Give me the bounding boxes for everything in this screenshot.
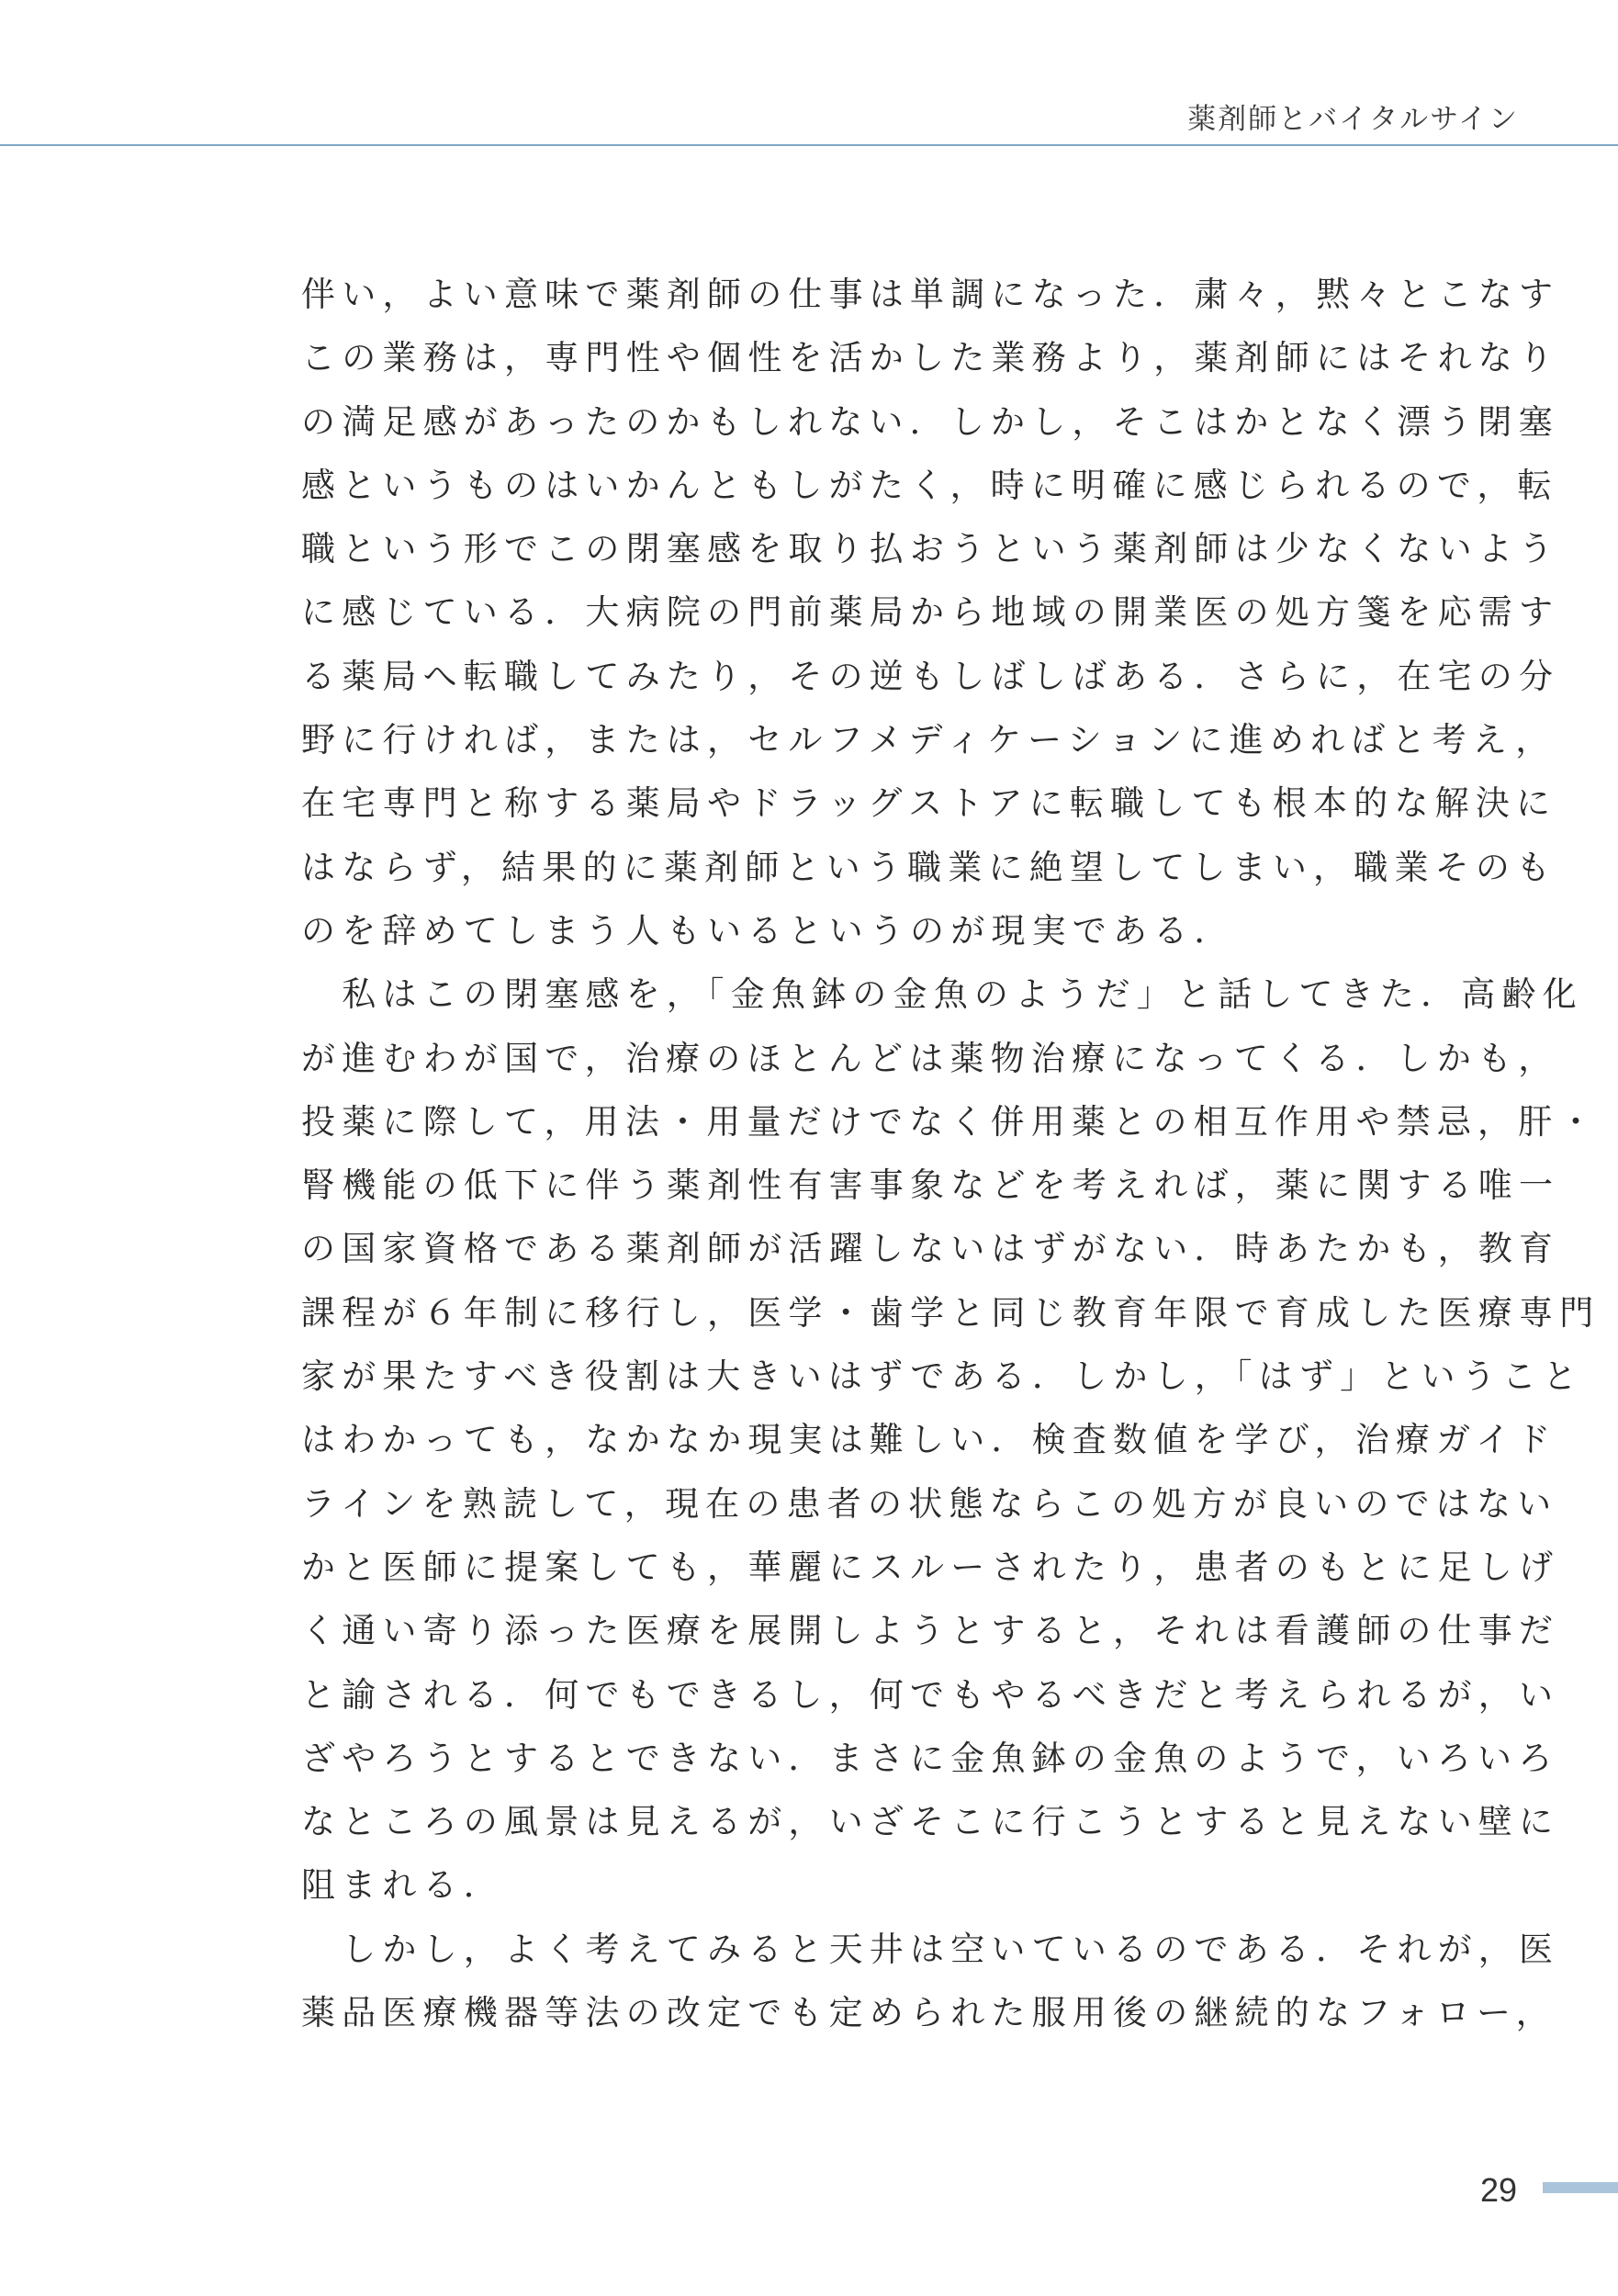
text-line: 投薬に際して，用法・用量だけでなく併用薬との相互作用や禁忌，肝・ (301, 1101, 1600, 1142)
text-line: のを辞めてしまう人もいるというのが現実である． (301, 910, 1235, 951)
text-line: この業務は，専門性や個性を活かした業務より，薬剤師にはそれなり (301, 338, 1560, 378)
text-line: 野に行ければ，または，セルフメディケーションに進めればと考え， (301, 720, 1556, 760)
text-line: に感じている．大病院の門前薬局から地域の開業医の処方箋を応需す (301, 592, 1560, 633)
text-line: はわかっても，なかなか現実は難しい．検査数値を学び，治療ガイド (301, 1420, 1557, 1460)
text-line: 腎機能の低下に伴う薬剤性有害事象などを考えれば，薬に関する唯一 (301, 1165, 1560, 1206)
text-line: 家が果たすべき役割は大きいはずである．しかし，「はず」ということ (301, 1356, 1584, 1397)
text-line: はならず，結果的に薬剤師という職業に絶望してしまい，職業そのも (301, 847, 1557, 887)
text-line: く通い寄り添った医療を展開しようとすると，それは看護師の仕事だ (301, 1611, 1560, 1651)
text-line: 感というものはいかんともしがたく，時に明確に感じられるので，転 (301, 465, 1558, 505)
text-line: ラインを熟読して，現在の患者の状態ならこの処方が良いのではない (301, 1483, 1558, 1524)
text-line: が進むわが国で，治療のほとんどは薬物治療になってくる．しかも， (301, 1038, 1559, 1078)
text-line: 阻まれる． (301, 1865, 504, 1906)
text-line: 伴い，よい意味で薬剤師の仕事は単調になった．粛々，黙々とこなす (301, 275, 1560, 314)
body-text (301, 263, 1601, 2044)
text-line: 課程が６年制に移行し，医学・歯学と同じ教育年限で育成した医療専門 (301, 1292, 1601, 1333)
running-header-title: 薬剤師とバイタルサイン (1187, 103, 1519, 136)
text-line: 職という形でこの閉塞感を取り払おうという薬剤師は少なくないよう (301, 529, 1560, 569)
text-line: る薬局へ転職してみたり，その逆もしばしばある．さらに，在宅の分 (301, 656, 1560, 696)
text-line: しかし，よく考えてみると天井は空いているのである．それが，医 (301, 1929, 1560, 1969)
text-line: 在宅専門と称する薬局やドラッグストアに転職しても根本的な解決に (301, 783, 1557, 824)
text-line: ざやろうとするとできない．まさに金魚鉢の金魚のようで，いろいろ (301, 1738, 1559, 1778)
text-line: の満足感があったのかもしれない．しかし，そこはかとなく漂う閉塞 (301, 401, 1559, 442)
text-line: と諭される．何でもできるし，何でもやるべきだと考えられるが，い (301, 1674, 1560, 1715)
text-line: の国家資格である薬剤師が活躍しないはずがない．時あたかも，教育 (301, 1229, 1560, 1269)
page-number: 29 (1480, 2171, 1518, 2209)
header-divider (0, 144, 1618, 146)
text-line: 薬品医療機器等法の改定でも定められた服用後の継続的なフォロー， (301, 1993, 1556, 2033)
text-line: かと医師に提案しても，華麗にスルーされたり，患者のもとに足しげ (301, 1547, 1560, 1587)
page-number-accent-bar (1543, 2182, 1618, 2193)
text-line: 私はこの閉塞感を，「金魚鉢の金魚のようだ」と話してきた．高齢化 (301, 974, 1583, 1015)
text-line: なところの風景は見えるが，いざそこに行こうとすると見えない壁に (301, 1802, 1560, 1842)
